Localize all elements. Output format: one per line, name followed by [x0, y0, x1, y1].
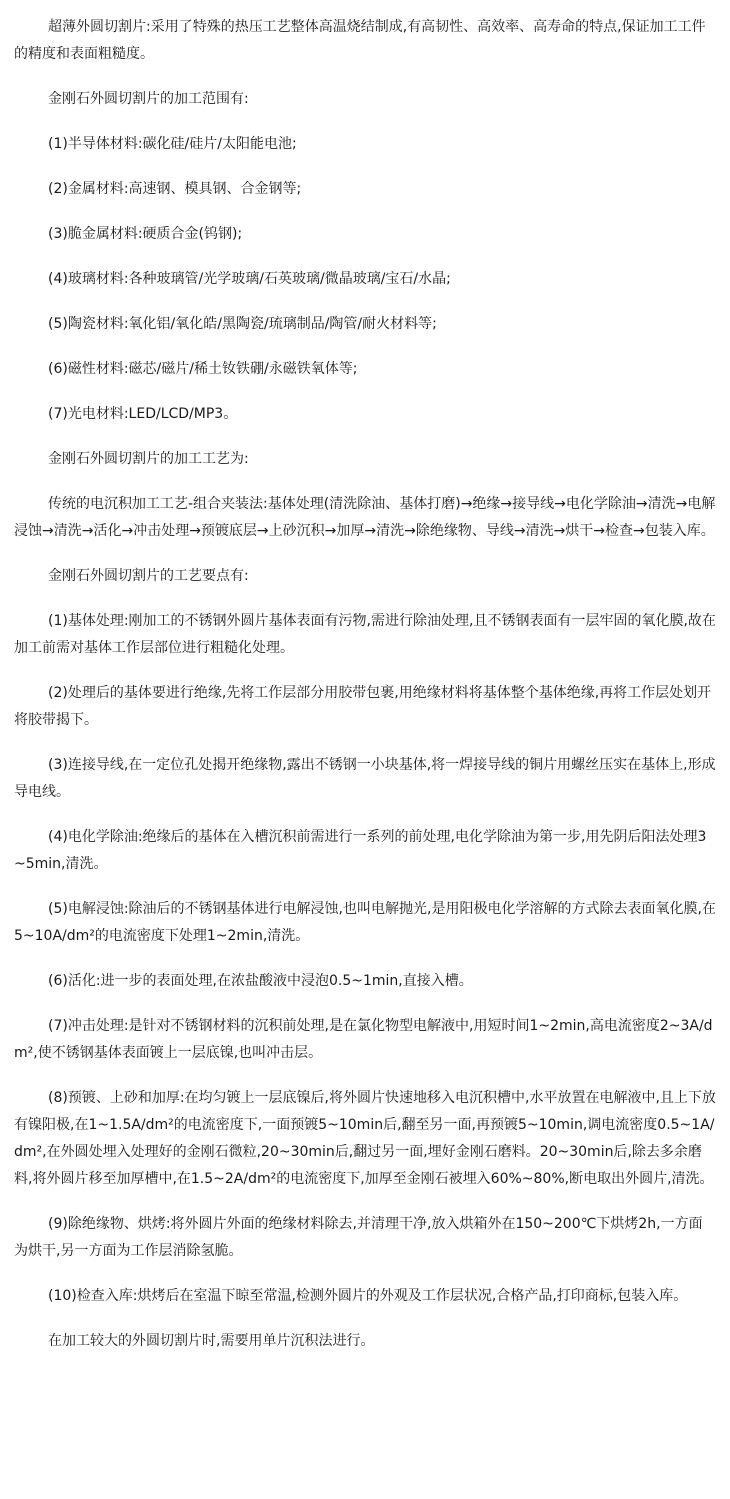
paragraph-range-item-3: (3)脆金属材料:硬质合金(钨钢);	[48, 226, 243, 242]
paragraph-keypoint-3: (3)连接导线,在一定位孔处揭开绝缘物,露出不锈钢一小块基体,将一焊接导线的铜片用螺丝压实在基体上,形成导电线。	[14, 757, 716, 800]
paragraph-keypoint-8: (8)预镀、上砂和加厚:在均匀镀上一层底镍后,将外圆片快速地移入电沉积槽中,水平放置在电解液中,且上下放有镍阳极,在1~1.5A/dm²的电流密度下,一面预镀5~10min后,翻至另一面,再预镀5~10min,调电流密度0.5~1A/dm²,在外圆处埋入处理好的金刚石微粒,20~30min后,翻过另一面,埋好金刚石磨料。20~30min后,除去多余磨料,将外圆片移至加厚槽中,在1.5~2A/dm²的电流密度下,加厚至金刚石被埋入60%~80%,断电取出外圆片,清洗。	[14, 1090, 716, 1187]
paragraph-range-item-2: (2)金属材料:高速钢、模具钢、合金钢等;	[48, 181, 302, 197]
paragraph-range-heading: 金刚石外圆切割片的加工范围有:	[48, 91, 249, 107]
paragraph-process-flow: 传统的电沉积加工工艺-组合夹装法:基体处理(清洗除油、基体打磨)→绝缘→接导线→电化学除油→清洗→电解浸蚀→清洗→活化→冲击处理→预镀底层→上砂沉积→加厚→清洗→除绝缘物、导线→清洗→烘干→检查→包装入库。	[14, 496, 716, 539]
paragraph-keypoint-6: (6)活化:进一步的表面处理,在浓盐酸液中浸泡0.5~1min,直接入槽。	[48, 973, 473, 989]
paragraph-keypoint-4: (4)电化学除油:绝缘后的基体在入槽沉积前需进行一系列的前处理,电化学除油为第一步,用先阴后阳法处理3~5min,清洗。	[14, 829, 707, 872]
paragraph-keypoint-5: (5)电解浸蚀:除油后的不锈钢基体进行电解浸蚀,也叫电解抛光,是用阳极电化学溶解的方式除去表面氧化膜,在5~10A/dm²的电流密度下处理1~2min,清洗。	[14, 901, 716, 944]
paragraph-keypoint-1: (1)基体处理:刚加工的不锈钢外圆片基体表面有污物,需进行除油处理,且不锈钢表面有一层牢固的氧化膜,故在加工前需对基体工作层部位进行粗糙化处理。	[14, 613, 716, 656]
paragraph-range-item-1: (1)半导体材料:碳化硅/硅片/太阳能电池;	[48, 136, 297, 152]
paragraph-range-item-5: (5)陶瓷材料:氧化铝/氧化皓/黑陶瓷/琉璃制品/陶管/耐火材料等;	[48, 316, 437, 332]
paragraph-keypoints-heading: 金刚石外圆切割片的工艺要点有:	[48, 568, 249, 584]
paragraph-range-item-6: (6)磁性材料:磁芯/磁片/稀土钕铁硼/永磁铁氧体等;	[48, 361, 358, 377]
paragraph-range-item-4: (4)玻璃材料:各种玻璃管/光学玻璃/石英玻璃/微晶玻璃/宝石/水晶;	[48, 271, 451, 287]
paragraph-range-item-7: (7)光电材料:LED/LCD/MP3。	[48, 406, 238, 422]
paragraph-process-heading: 金刚石外圆切割片的加工工艺为:	[48, 451, 249, 467]
paragraph-keypoint-10: (10)检查入库:烘烤后在室温下晾至常温,检测外圆片的外观及工作层状况,合格产品,打印商标,包装入库。	[48, 1288, 688, 1304]
paragraph-keypoint-9: (9)除绝缘物、烘烤:将外圆片外面的绝缘材料除去,并清理干净,放入烘箱外在150~200℃下烘烤2h,一方面为烘干,另一方面为工作层消除氢脆。	[14, 1216, 703, 1259]
paragraph-keypoint-7: (7)冲击处理:是针对不锈钢材料的沉积前处理,是在氯化物型电解液中,用短时间1~2min,高电流密度2~3A/dm²,使不锈钢基体表面镀上一层底镍,也叫冲击层。	[14, 1018, 713, 1061]
paragraph-keypoint-2: (2)处理后的基体要进行绝缘,先将工作层部分用胶带包裹,用绝缘材料将基体整个基体绝缘,再将工作层处划开将胶带揭下。	[14, 685, 712, 728]
paragraph-intro: 超薄外圆切割片:采用了特殊的热压工艺整体高温烧结制成,有高韧性、高效率、高寿命的特点,保证加工工件的精度和表面粗糙度。	[14, 19, 706, 62]
paragraph-closing: 在加工较大的外圆切割片时,需要用单片沉积法进行。	[48, 1333, 375, 1349]
